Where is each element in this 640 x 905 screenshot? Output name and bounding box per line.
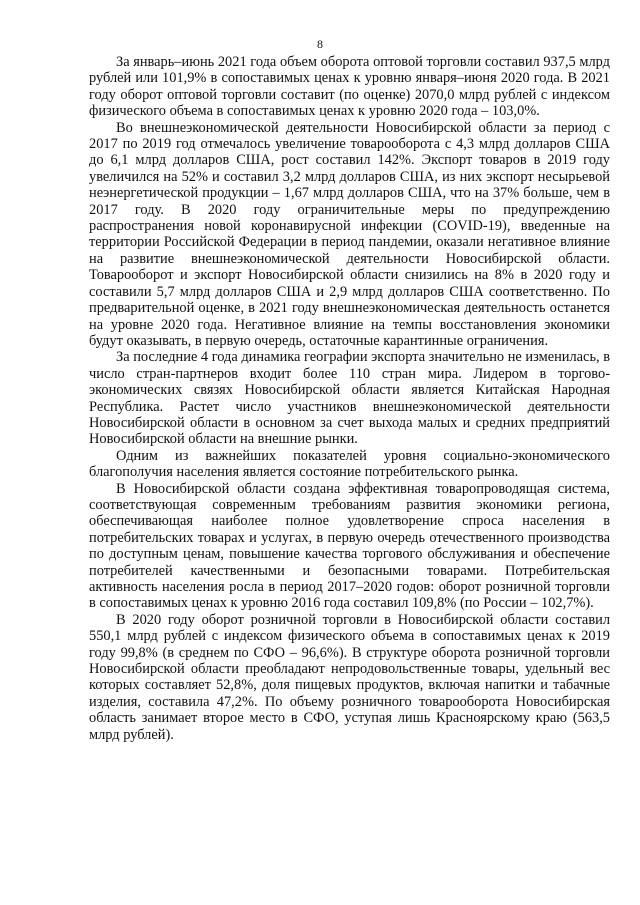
paragraph-retail-turnover: В 2020 году оборот розничной торговли в Новосибирской области составил 550,1 млрд рублей с индексом физического объема в сопоставимых ценах к 2019 году 99,8% (в среднем по СФО – 96,6%). В структуре оборота розничной торговли Новосибирской области преобладают непродовольственные товары, удельный вес которых составляет 52,8%, доля пищевых продуктов, включая напитки и табачные изделия, составила 47,2%. По объему розничного товарооборота Новосибирская область занимает второе место в СФО, уступая лишь Красноярскому краю (563,5 млрд рублей). [89, 611, 610, 743]
paragraph-distribution-system: В Новосибирской области создана эффективная товаропроводящая система, соответствующая современным требованиям развития экономики региона, обеспечивающая наиболее полное удовлетворение спроса населения в потребительских товарах и услугах, в первую очередь отечественного производства по доступным ценам, повышение качества торгового обслуживания и обеспечение потребителей качественными и безопасными товарами. Потребительская активность населения росла в период 2017–2020 годов: оборот розничной торговли в сопоставимых ценах к уровню 2016 года составил 109,8% (по России – 102,7%). [89, 480, 610, 612]
paragraph-export-geography: За последние 4 года динамика географии экспорта значительно не изменилась, в число стран-партнеров входит более 110 стран мира. Лидером в торгово-экономических связях Новосибирской области является Китайская Народная Республика. Растет число участников внешнеэкономической деятельности Новосибирской области в основном за счет выхода малых и средних предприятий Новосибирской области на внешние рынки. [89, 349, 611, 448]
paragraph-wholesale-trade: За январь–июнь 2021 года объем оборота оптовой торговли составил 937,5 млрд рублей или 101,9% в сопоставимых ценах к уровню января–июня 2020 года. В 2021 году оборот оптовой торговли составит (по оценке) 2070,0 млрд рублей с индексом физического объема в сопоставимых ценах к уровню 2020 года – 103,0%. [89, 54, 610, 120]
paragraph-consumer-market: Одним из важнейших показателей уровня социально-экономического благополучия населения является состояние потребительского рынка. [89, 447, 610, 481]
paragraph-foreign-trade: Во внешнеэкономической деятельности Новосибирской области за период с 2017 по 2019 год отмечалось увеличение товарооборота с 4,3 млрд долларов США до 6,1 млрд долларов США, рост составил 142%. Экспорт товаров в 2019 году увеличился на 52% и составил 3,2 млрд долларов США, из них экспорт несырьевой неэнергетической продукции – 1,67 млрд долларов США, что на 37% больше, чем в 2017 году. В 2020 году ограничительные меры по предупреждению распространения новой коронавирусной инфекции (COVID-19), введенные на территории Российской Федерации в период пандемии, оказали негативное влияние на развитие внешнеэкономической деятельности Новосибирской области. Товарооборот и экспорт Новосибирской области снизились на 8% в 2020 году и составили 5,7 млрд долларов США и 2,9 млрд долларов США соответственно. По предварительной оценке, в 2021 году внешнеэкономическая деятельность останется на уровне 2020 года. Негативное влияние на темпы восстановления экономики будут оказывать, в первую очередь, остаточные карантинные ограничения. [89, 119, 610, 349]
page-number: 8 [317, 37, 323, 51]
page-content [89, 54, 610, 743]
